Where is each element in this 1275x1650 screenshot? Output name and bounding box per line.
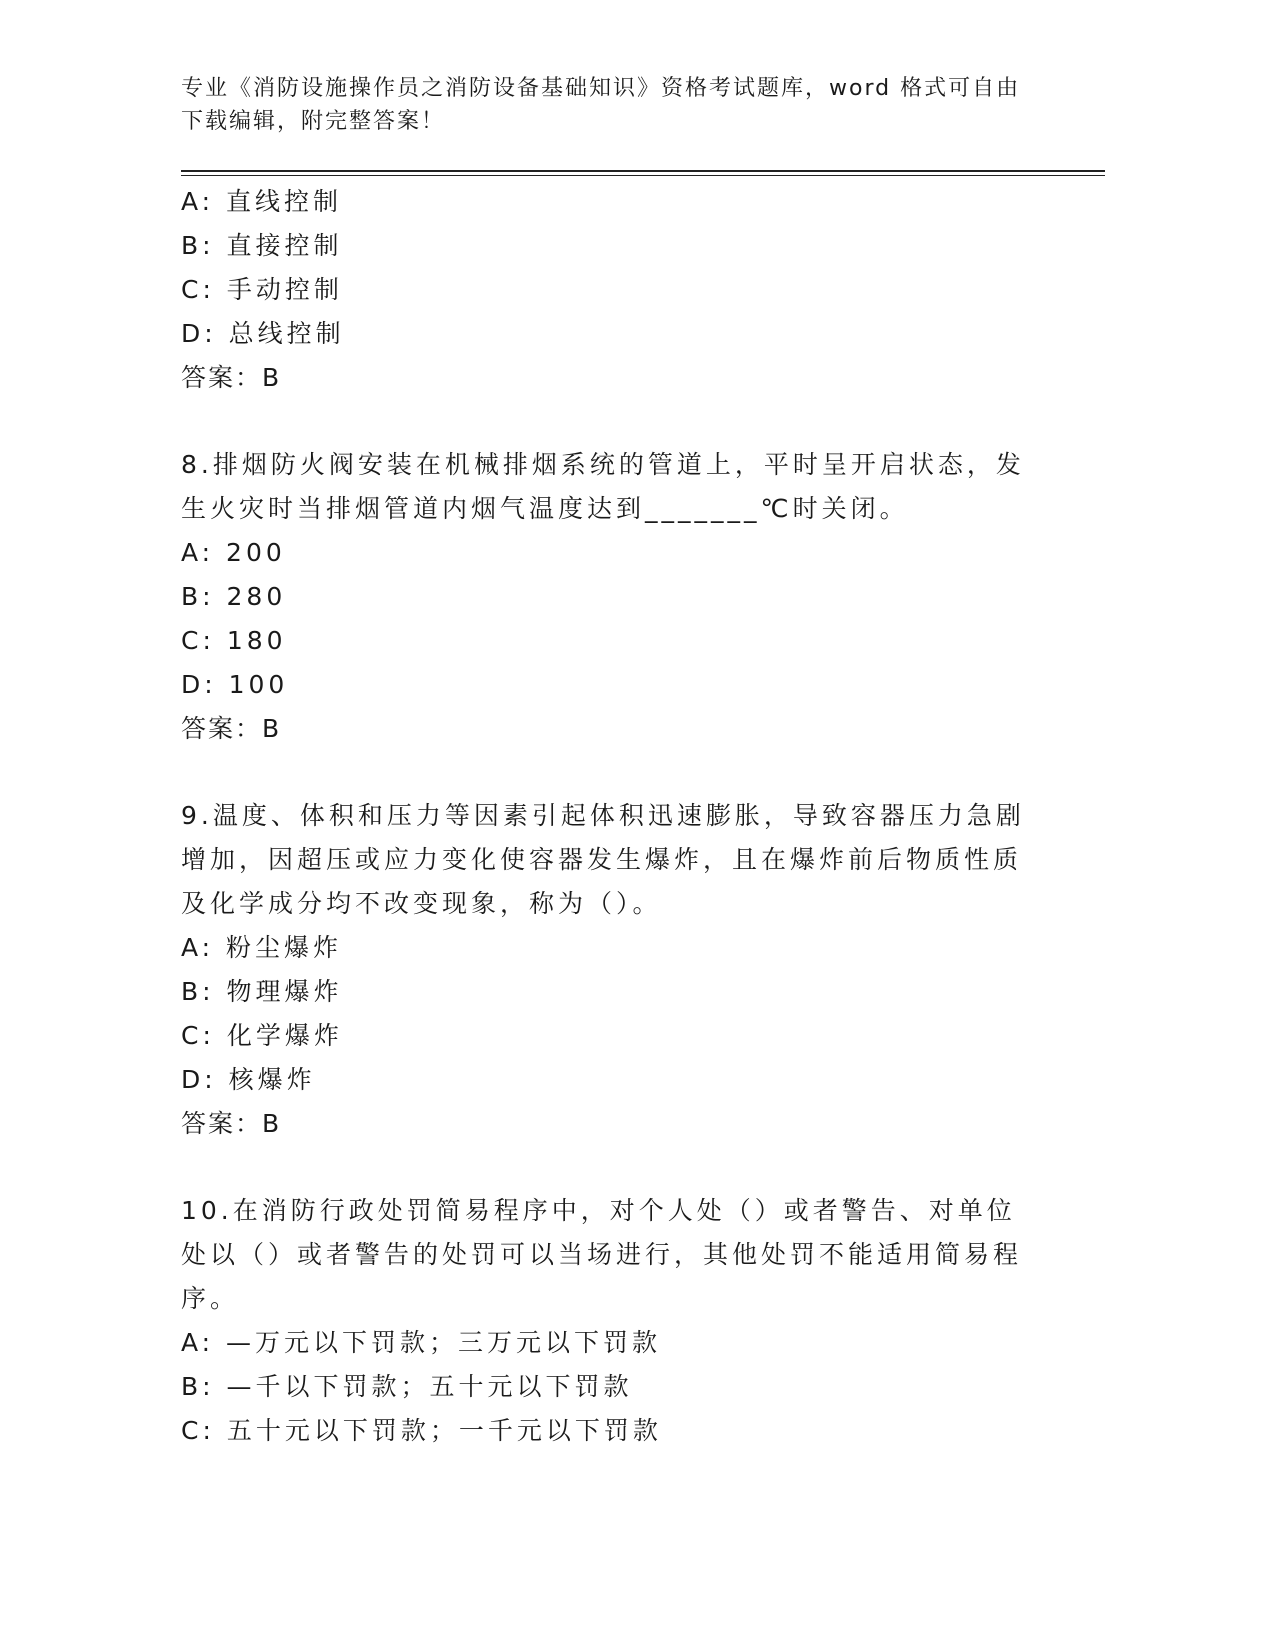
header-divider-thin <box>181 175 1105 176</box>
question-stem: 8.排烟防火阀安装在机械排烟系统的管道上，平时呈开启状态，发生火灾时当排烟管道内烟气温度达到_______℃时关闭。 <box>181 450 1025 523</box>
option-a: A: —万元以下罚款；三万元以下罚款 <box>181 1328 662 1357</box>
option-d: D: 核爆炸 <box>181 1065 316 1094</box>
question-stem: 10.在消防行政处罚简易程序中，对个人处（）或者警告、对单位处以（）或者警告的处罚可以当场进行，其他处罚不能适用简易程序。 <box>181 1196 1023 1313</box>
option-b: B: 直接控制 <box>181 231 343 260</box>
option-a: A: 粉尘爆炸 <box>181 933 343 962</box>
option-c: C: 五十元以下罚款；一千元以下罚款 <box>181 1416 662 1445</box>
option-b: B: 物理爆炸 <box>181 977 343 1006</box>
option-c: C: 180 <box>181 626 287 655</box>
option-a: A: 直线控制 <box>181 187 343 216</box>
question-9 <box>181 794 1041 1146</box>
question-stem: 9.温度、体积和压力等因素引起体积迅速膨胀，导致容器压力急剧增加，因超压或应力变化使容器发生爆炸，且在爆炸前后物质性质及化学成分均不改变现象，称为（）。 <box>181 801 1025 918</box>
answer: 答案：B <box>181 363 282 392</box>
answer: 答案：B <box>181 1109 282 1138</box>
option-a: A: 200 <box>181 538 286 567</box>
header-divider-thick <box>181 170 1105 172</box>
option-b: B: —千以下罚款；五十元以下罚款 <box>181 1372 633 1401</box>
question-7 <box>181 180 1041 400</box>
question-10 <box>181 1189 1041 1453</box>
option-d: D: 总线控制 <box>181 319 345 348</box>
option-c: C: 手动控制 <box>181 275 343 304</box>
question-8 <box>181 443 1041 751</box>
option-b: B: 280 <box>181 582 287 611</box>
option-d: D: 100 <box>181 670 289 699</box>
option-c: C: 化学爆炸 <box>181 1021 343 1050</box>
question-list <box>181 180 1041 1453</box>
document-header: 专业《消防设施操作员之消防设备基础知识》资格考试题库，word 格式可自由下载编辑，附完整答案！ <box>181 76 1021 134</box>
answer: 答案：B <box>181 714 282 743</box>
